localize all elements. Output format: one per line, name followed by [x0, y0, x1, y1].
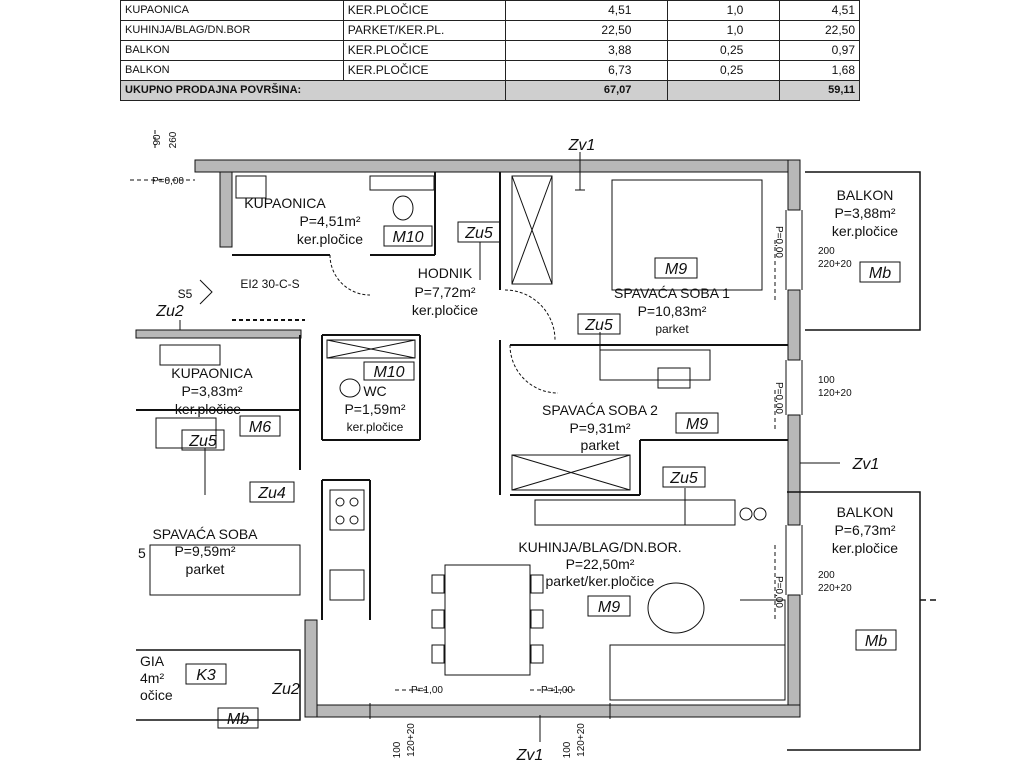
wardrobe-bed1-x [512, 176, 552, 284]
win-bottom-2-a: 100 [562, 741, 573, 759]
win-kitchen-a: 200 [818, 570, 835, 581]
level-window-b: P=1,00 [541, 685, 573, 696]
room-lodja-finish: očice [140, 687, 173, 703]
table-row [121, 41, 860, 61]
win-bed1-a: 200 [818, 246, 835, 257]
window-bed1 [786, 210, 802, 290]
tag-zu5-bed1: Zu5 [585, 317, 613, 334]
tag-zv1-right: Zv1 [852, 456, 880, 473]
room-balkon-2-finish: ker.pločice [831, 540, 899, 556]
tag-mb-balkon-2: Mb [864, 633, 888, 650]
room-kupaonica-2-name: KUPAONICA [171, 365, 253, 381]
wall-bottom-left [305, 620, 317, 717]
room-spavaca-3-area: P=9,59m² [174, 543, 236, 559]
tag-zu2-left: Zu2 [156, 303, 184, 320]
door-bed2 [510, 345, 558, 393]
dim-top-90: 90 [152, 134, 163, 146]
wall-right-mid2 [788, 415, 800, 525]
table-cell-area: 22,50 [506, 21, 668, 41]
room-spavaca-1-area: P=10,83m² [637, 303, 707, 319]
level-bed1: P=0,00 [773, 226, 784, 258]
win-bottom-1-b: 120+20 [406, 723, 417, 757]
tag-zu5-hall: Zu5 [465, 225, 493, 242]
dim-top-260: 260 [168, 131, 179, 149]
room-wc-finish: ker.pločice [346, 420, 404, 434]
table-cell-room: KUHINJA/BLAG/DN.BOR [121, 21, 344, 41]
window-bed2 [786, 360, 802, 415]
room-wc-name: WC [363, 383, 387, 399]
level-window-a: P=1,00 [411, 685, 443, 696]
door-bed1 [505, 290, 555, 340]
wall-top [195, 160, 800, 172]
room-lodja-name: GIA [140, 653, 165, 669]
bath2-sink [160, 345, 220, 365]
tag-zu5-bath2: Zu5 [189, 433, 217, 450]
tag-zu2-bottom: Zu2 [272, 681, 300, 698]
level-annotations [152, 131, 852, 758]
table-cell-room: BALKON [121, 61, 344, 81]
tag-m9-bed2: M9 [685, 416, 709, 433]
room-balkon-1-finish: ker.pločice [831, 223, 899, 239]
bath1-counter [370, 176, 434, 190]
tag-m10-wc: M10 [373, 364, 405, 381]
room-spavaca-2-finish: parket [580, 437, 620, 453]
tag-ei-door: EI2 30-C-S [240, 277, 300, 291]
tag-mb-balkon-1: Mb [868, 265, 892, 282]
wall-bed2-kitchen [510, 440, 788, 495]
table-cell-finish: KER.PLOČICE [343, 1, 505, 21]
room-kupaonica-1-name: KUPAONICA [244, 195, 326, 211]
room-kuhinja-area: P=22,50m² [565, 556, 635, 572]
level-bed2: P=0,00 [773, 382, 784, 414]
tag-s5: S5 [177, 287, 193, 301]
room-hodnik-finish: ker.pločice [411, 302, 479, 318]
room-kuhinja-name: KUHINJA/BLAG/DN.BOR. [518, 539, 682, 555]
tag-zv1-bottom: Zv1 [516, 747, 544, 764]
total-coef-empty [668, 81, 780, 101]
tag-five-partial: 5 [138, 545, 146, 561]
room-spavaca-1-finish: parket [655, 322, 689, 336]
table-cell-area: 6,73 [506, 61, 668, 81]
door-s5 [200, 280, 212, 304]
table-cell-net: 22,50 [780, 21, 860, 41]
table-cell-coef: 1,0 [668, 1, 780, 21]
win-bottom-1-a: 100 [392, 741, 403, 759]
bed-2-head [600, 350, 710, 380]
table-total-row [121, 81, 860, 101]
win-kitchen-b: 220+20 [818, 583, 852, 594]
room-wc-area: P=1,59m² [344, 401, 406, 417]
tag-m10-bath: M10 [392, 229, 424, 246]
bath1-toilet [393, 196, 413, 220]
table-cell-net: 1,68 [780, 61, 860, 81]
room-spavaca-3-finish: parket [185, 561, 225, 577]
tag-m9-bed1: M9 [664, 261, 688, 278]
table-cell-finish: KER.PLOČICE [343, 41, 505, 61]
table-cell-finish: PARKET/KER.PL. [343, 21, 505, 41]
room-kupaonica-1-finish: ker.pločice [296, 231, 364, 247]
table-cell-room: KUPAONICA [121, 1, 344, 21]
kitchen-hob [330, 490, 364, 530]
table-cell-coef: 1,0 [668, 21, 780, 41]
room-kupaonica-2-area: P=3,83m² [181, 383, 243, 399]
table-row [121, 1, 860, 21]
table-cell-finish: KER.PLOČICE [343, 61, 505, 81]
table-cell-coef: 0,25 [668, 61, 780, 81]
table-row [121, 21, 860, 41]
room-spavaca-2-name: SPAVAĆA SOBA 2 [542, 402, 658, 418]
tag-zu5-bed2: Zu5 [670, 470, 698, 487]
table-cell-room: BALKON [121, 41, 344, 61]
wall-right-lower [788, 595, 800, 715]
total-area: 67,07 [506, 81, 668, 101]
wall-left-bath [220, 172, 232, 247]
tag-mb-lodja: Mb [226, 711, 250, 728]
level-balkon-2: P=0,00 [773, 576, 784, 608]
room-balkon-2-name: BALKON [836, 504, 894, 520]
room-balkon-2-area: P=6,73m² [834, 522, 896, 538]
room-spavaca-1-name: SPAVAĆA SOBA 1 [614, 285, 730, 301]
table-cell-area: 4,51 [506, 1, 668, 21]
win-bed2-b: 120+20 [818, 388, 852, 399]
table-cell-net: 4,51 [780, 1, 860, 21]
door-bath1 [330, 255, 370, 295]
tag-m9-kitchen: M9 [597, 599, 621, 616]
leader-lines [177, 152, 840, 742]
table-row [121, 61, 860, 81]
tag-zu4: Zu4 [258, 485, 286, 502]
exterior-walls [136, 160, 800, 717]
level-left: P=0,00 [152, 176, 184, 187]
room-balkon-1-area: P=3,88m² [834, 205, 896, 221]
room-lodja-area: 4m² [140, 670, 165, 686]
table-cell-coef: 0,25 [668, 41, 780, 61]
wall-kitchen-counter [322, 480, 370, 620]
tag-m6: M6 [248, 419, 272, 436]
room-balkon-1-name: BALKON [836, 187, 894, 203]
win-bottom-2-b: 120+20 [576, 723, 587, 757]
wc-toilet [340, 379, 360, 397]
area-table-container [120, 0, 860, 101]
window-kitchen [786, 525, 802, 595]
wc-cabinet-x [327, 340, 415, 358]
bed-2-pillow [658, 368, 690, 388]
wall-right-upper [788, 160, 800, 210]
total-label: UKUPNO PRODAJNA POVRŠINA: [121, 81, 506, 101]
sofa [610, 600, 785, 700]
kitchen-sink [330, 570, 364, 600]
tag-k3: K3 [196, 667, 216, 684]
wall-right-mid [788, 290, 800, 360]
room-spavaca-3-name: SPAVAĆA SOBA [152, 526, 258, 542]
tag-zv1-top: Zv1 [568, 137, 596, 154]
total-net: 59,11 [780, 81, 860, 101]
tv-unit [535, 500, 735, 525]
room-kupaonica-1-area: P=4,51m² [299, 213, 361, 229]
wardrobe-bed2-x [512, 455, 630, 490]
dining-table [445, 565, 530, 675]
wall-bath2-top [136, 330, 301, 338]
room-kupaonica-2-finish: ker.pločice [174, 401, 242, 417]
area-table [120, 0, 860, 101]
win-bed1-b: 220+20 [818, 259, 852, 270]
room-spavaca-2-area: P=9,31m² [569, 420, 631, 436]
table-cell-net: 0,97 [780, 41, 860, 61]
table-cell-area: 3,88 [506, 41, 668, 61]
room-hodnik-area: P=7,72m² [414, 284, 476, 300]
room-hodnik-name: HODNIK [417, 265, 473, 281]
room-kuhinja-finish: parket/ker.pločice [545, 573, 655, 589]
win-bed2-a: 100 [818, 375, 835, 386]
coffee-table [648, 583, 704, 633]
wall-bottom [305, 705, 800, 717]
